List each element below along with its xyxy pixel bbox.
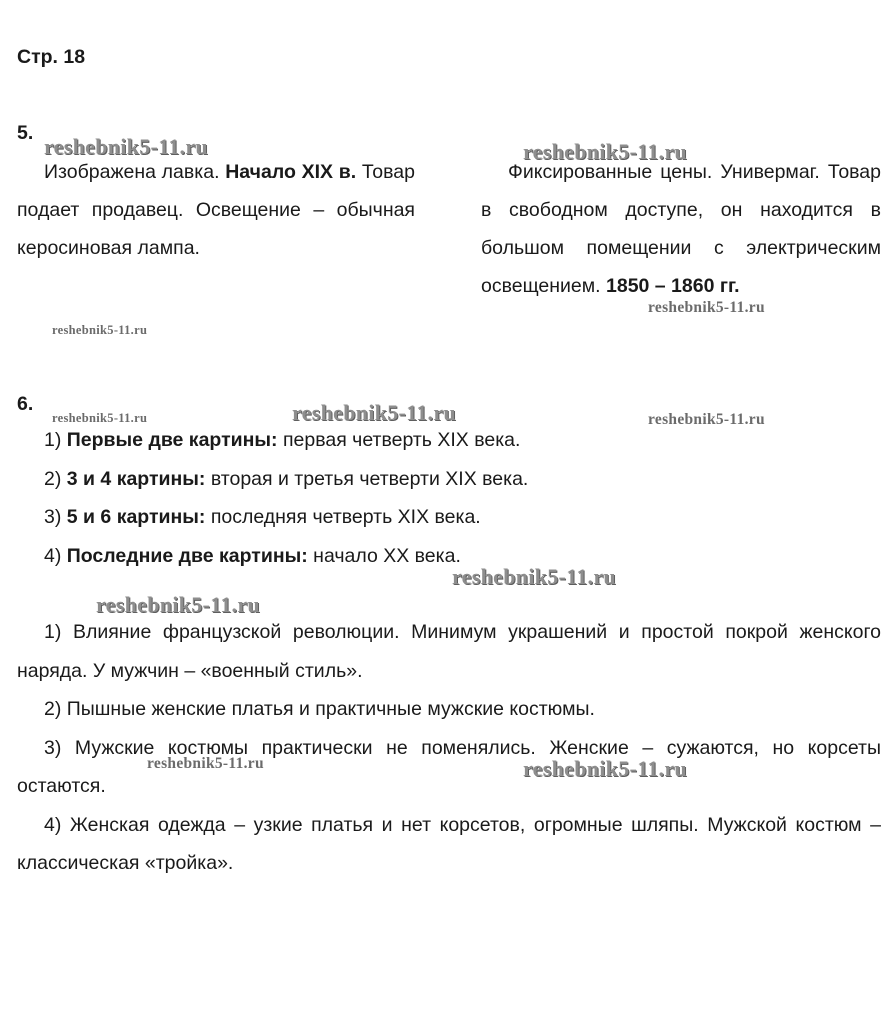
description-item: 3) Мужские костюмы практически не поменялись. Женские – сужаются, но корсеты остаются. (17, 736, 881, 797)
description-item: 1) Влияние французской революции. Минимум украшений и простой покрой женского наряда. У мужчин – «военный стиль». (17, 621, 881, 682)
period-item: 2) 3 и 4 картины: вторая и третья четверти XIX века. (44, 467, 529, 490)
watermark: reshebnik5-11.ru (523, 756, 687, 781)
period-item: 4) Последние две картины: начало XX века. (44, 544, 461, 567)
watermark: reshebnik5-11.ru (648, 299, 765, 316)
period-item: 3) 5 и 6 картины: последняя четверть XIX века. (44, 506, 481, 528)
watermark: reshebnik5-11.ru (52, 323, 148, 337)
section-5-left-column (17, 153, 415, 267)
section-6-number: 6. (17, 393, 34, 415)
section-5-right-paragraph: Фиксированные цены. Универмаг. Товар в свободном доступе, он находится в большом помещении с электрическим освещением. 1850 – 1860 гг. (481, 161, 881, 297)
watermark: reshebnik5-11.ru (452, 564, 616, 589)
page-number: Стр. 18 (17, 46, 86, 68)
watermark: reshebnik5-11.ru (147, 755, 264, 772)
description-item: 2) Пышные женские платья и практичные мужские костюмы. (44, 698, 595, 720)
watermark: reshebnik5-11.ru (52, 411, 148, 425)
period-item: 1) Первые две картины: первая четверть XIX века. (44, 429, 521, 451)
section-5-left-paragraph: Изображена лавка. Начало XIX в. Товар подает продавец. Освещение – обычная керосиновая лампа. (17, 161, 415, 259)
section-5-right-column (481, 153, 881, 305)
period-list (17, 421, 881, 575)
watermark: reshebnik5-11.ru (523, 139, 687, 164)
description-list (17, 613, 881, 883)
description-item: 4) Женская одежда – узкие платья и нет корсетов, огромные шляпы. Мужской костюм – классическая «тройка». (17, 813, 881, 874)
watermark: reshebnik5-11.ru (96, 592, 260, 617)
section-5-number: 5. (17, 122, 34, 144)
watermark: reshebnik5-11.ru (44, 134, 208, 159)
watermark: reshebnik5-11.ru (648, 411, 765, 428)
watermark: reshebnik5-11.ru (292, 400, 456, 425)
